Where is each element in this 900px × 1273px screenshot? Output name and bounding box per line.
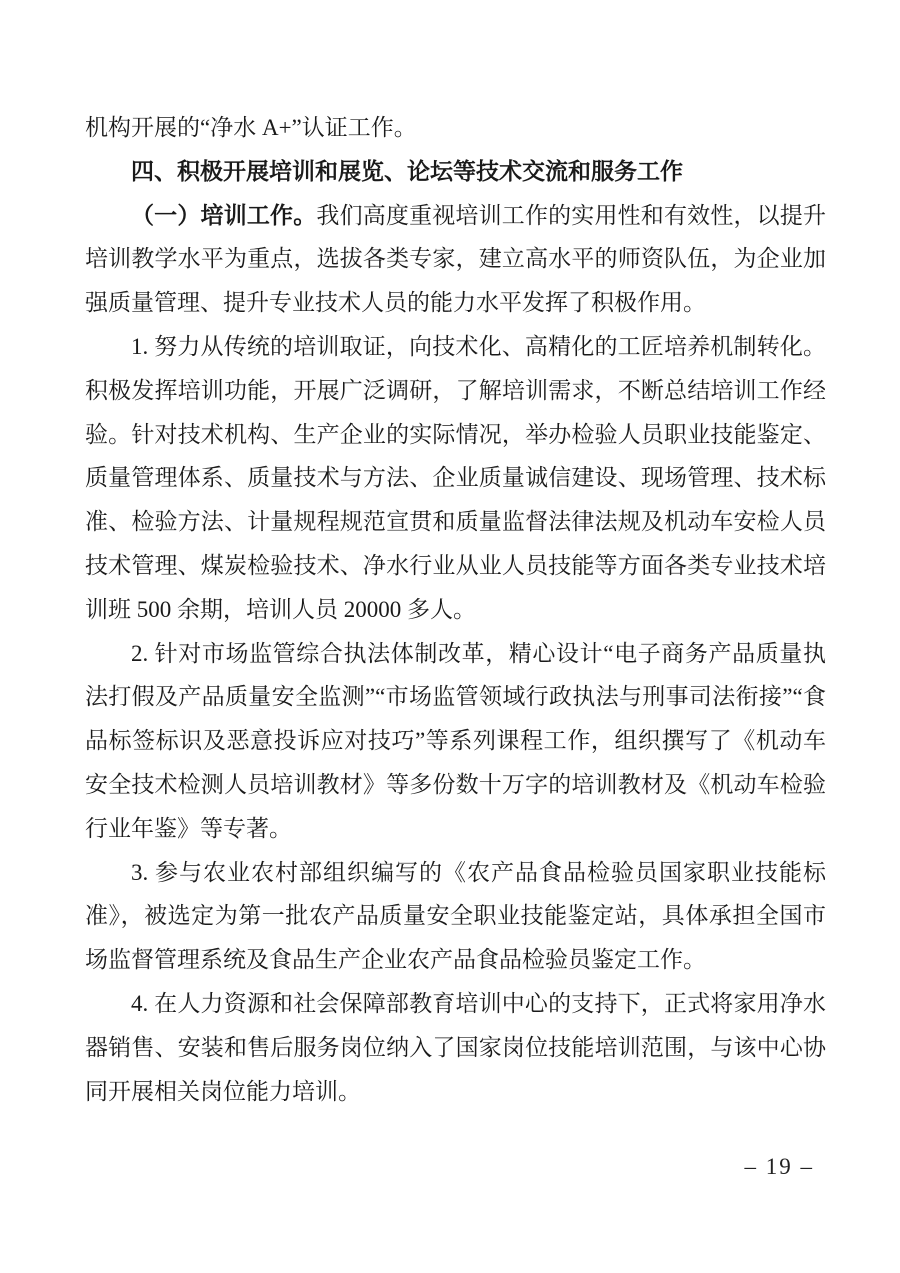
numbered-paragraph-1: 1. 努力从传统的培训取证，向技术化、高精化的工匠培养机制转化。积极发挥培训功能，开展广泛调研，了解培训需求，不断总结培训工作经验。针对技术机构、生产企业的实际情况，举办检验人员职业技能鉴定、质量管理体系、质量技术与方法、企业质量诚信建设、现场管理、技术标准、检验方法、计量规程规范宣贯和质量监督法律法规及机动车安检人员技术管理、煤炭检验技术、净水行业从业人员技能等方面各类专业技术培训班 500 余期，培训人员 20000 多人。	[85, 333, 826, 622]
numbered-paragraph-3: 3. 参与农业农村部组织编写的《农产品食品检验员国家职业技能标准》，被选定为第一批农产品质量安全职业技能鉴定站，具体承担全国市场监督管理系统及食品生产企业农产品食品检验员鉴定工作。	[85, 859, 826, 973]
paragraph-continuation: 机构开展的“净水 A+”认证工作。	[85, 115, 417, 140]
page-content	[85, 106, 826, 1113]
subsection-paragraph	[85, 194, 826, 325]
section-heading: 四、积极开展培训和展览、论坛等技术交流和服务工作	[131, 157, 683, 184]
numbered-paragraph-2: 2. 针对市场监管综合执法体制改革，精心设计“电子商务产品质量执法打假及产品质量安全监测”“市场监管领域行政执法与刑事司法衔接”“食品标签标识及恶意投诉应对技巧”等系列课程工作，组织撰写了《机动车安全技术检测人员培训教材》等多份数十万字的培训教材及《机动车检验行业年鉴》等专著。	[85, 640, 826, 841]
numbered-paragraph-4: 4. 在人力资源和社会保障部教育培训中心的支持下，正式将家用净水器销售、安装和售后服务岗位纳入了国家岗位技能培训范围，与该中心协同开展相关岗位能力培训。	[85, 990, 826, 1104]
subsection-lead: （一）培训工作。	[131, 202, 317, 228]
subsection-text: 我们高度重视培训工作的实用性和有效性，以提升培训教学水平为重点，选拔各类专家，建立高水平的师资队伍，为企业加强质量管理、提升专业技术人员的能力水平发挥了积极作用。	[85, 202, 827, 316]
page-number: – 19 –	[744, 1154, 814, 1179]
